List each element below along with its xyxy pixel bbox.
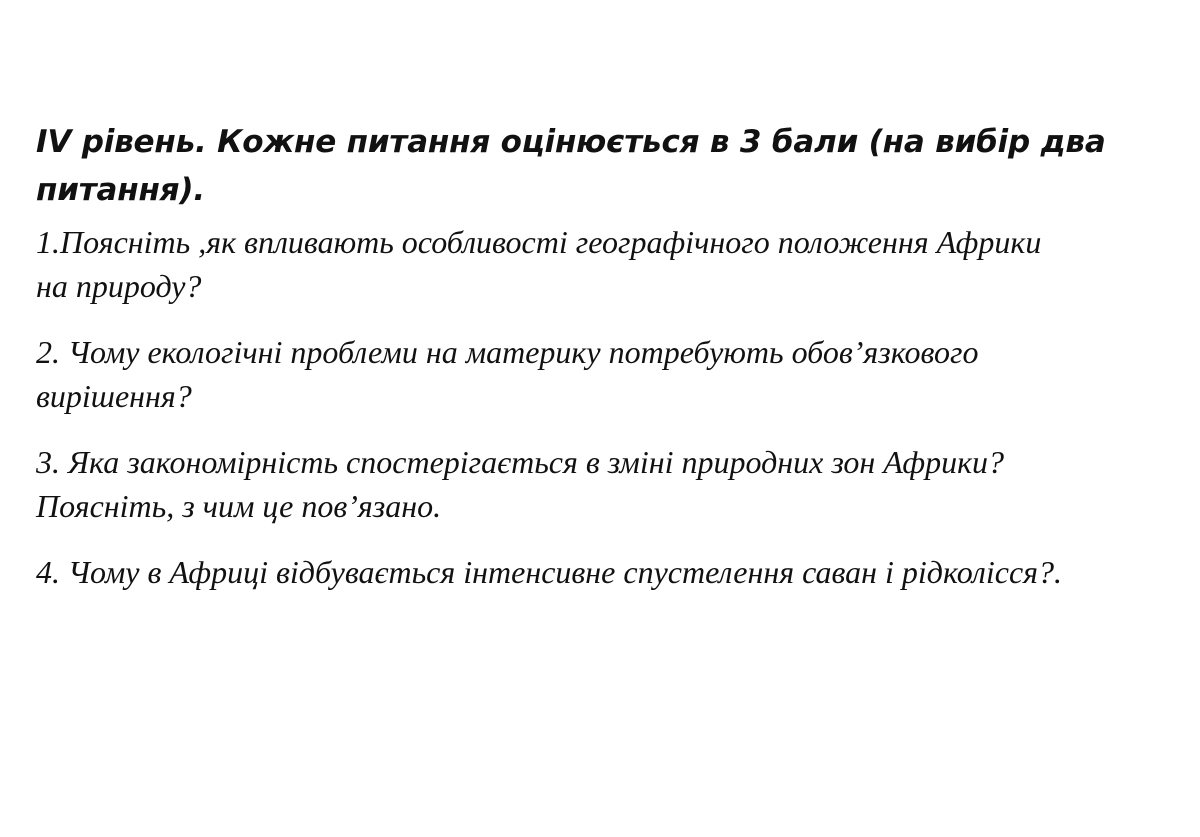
question-4 (36, 550, 1166, 594)
document (36, 118, 1166, 616)
question-2 (36, 330, 1166, 418)
question-2-line-1: 2. Чому екологічні проблеми на материку потребують обов’язкового (36, 334, 979, 370)
question-2-line-2: вирішення? (36, 378, 192, 414)
question-4-line-1: 4. Чому в Африці відбувається інтенсивне спустелення саван і рідколісся?. (36, 554, 1063, 590)
question-1-line-1: 1.Поясніть ,як впливають особливості географічного положення Африки (36, 224, 1042, 260)
question-3-line-2: Поясніть, з чим це пов’язано. (36, 488, 442, 524)
question-3 (36, 440, 1166, 528)
heading-line-1: IV рівень. Кожне питання оцінюється в 3 бали (на вибір два (36, 124, 1106, 160)
question-3-line-1: 3. Яка закономірність спостерігається в зміні природних зон Африки? (36, 444, 1005, 480)
question-1-line-2: на природу? (36, 268, 202, 304)
question-1 (36, 220, 1166, 308)
section-heading (36, 118, 1166, 214)
heading-line-2: питання). (36, 172, 205, 208)
